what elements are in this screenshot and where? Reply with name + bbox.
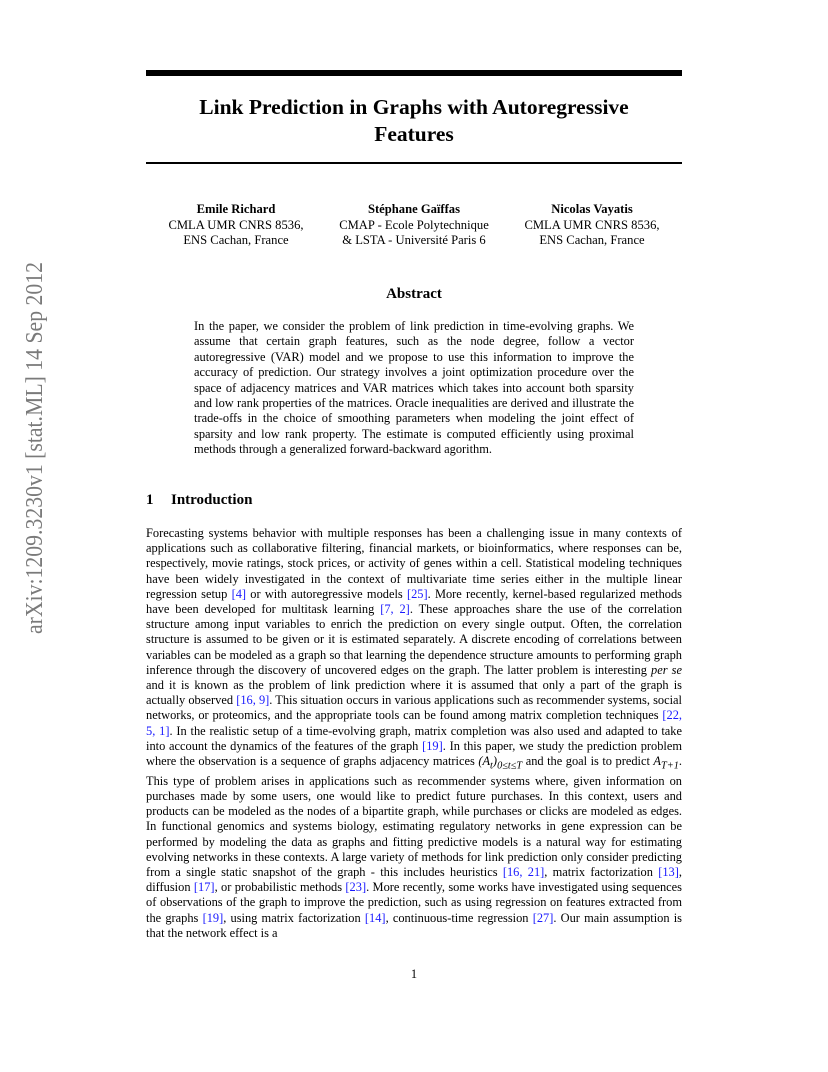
introduction-body (146, 526, 682, 941)
text-run: and the goal is to predict (522, 754, 654, 769)
title-line-2: Features (374, 122, 454, 146)
title-bottom-rule (146, 162, 682, 164)
text-run: Forecasting systems behavior with multiple responses has been a challenging issue in many contexts of applications such as collaborative filtering, financial markets, or bioinformatics, where responses can be, respectively, movie ratings, stock prices, or activity of genes within a cell. Statistical modeling techniques have been widely investigated in the context of multivariate time series either in the multiple linear regression setup (146, 526, 682, 601)
author-name: Emile Richard (196, 202, 276, 216)
math-part: (A (478, 754, 491, 769)
text-run: . This type of problem arises in applications such as recommender systems where, given information on purchases made by some users, one would like to predict future purchases. In this context, users and products can be modeled as the nodes of a bipartite graph, while purchases or clicks are modeled as edges. In functional genomics and systems biology, estimating regulatory networks in gene expression can be performed by modeling the data as graphs and fitting predictive models is a natural way for estimating evolving networks in these contexts. A large variety of methods for link prediction only consider predicting from a single static snapshot of the graph - this includes heuristics (146, 754, 682, 879)
abstract-heading: Abstract (386, 286, 442, 302)
text-run: , matrix factorization (544, 864, 659, 879)
author-affiliation: CMLA UMR CNRS 8536, (168, 217, 304, 232)
citation-link[interactable]: [4] (231, 586, 247, 601)
citation-link[interactable]: [13] (658, 864, 679, 879)
text-run: . Our main assumption is that the network effect is a (146, 910, 682, 940)
math-target (653, 754, 679, 772)
section-heading (146, 492, 252, 509)
author-affiliation: CMAP - Ecole Polytechnique (339, 217, 489, 232)
text-run: . In the realistic setup of a time-evolving graph, matrix completion was also used and adapted to take into account the dynamics of the features of the graph (146, 723, 682, 753)
author-affiliation: CMLA UMR CNRS 8536, (524, 217, 660, 232)
citation-link[interactable]: [27] (532, 910, 554, 925)
citation-link[interactable]: [16, 21] (502, 864, 545, 879)
citation-link[interactable]: [19] (422, 738, 443, 753)
math-subscript: 0≤t≤T (497, 760, 523, 772)
author-2 (326, 202, 502, 249)
text-run: and it is known as the problem of link prediction where it is assumed that only a part of the graph is actually observed (146, 678, 682, 708)
emphasis: per se (651, 662, 683, 677)
author-affiliation: & LSTA - Université Paris 6 (342, 233, 486, 247)
math-subscript: T+1 (661, 760, 679, 772)
paper-title (146, 94, 682, 148)
author-3 (502, 202, 682, 249)
math-subscript: t (490, 760, 493, 772)
text-run: or with autoregressive models (246, 586, 407, 601)
text-run: . In this paper, we study the prediction problem where the observation is a sequence of graphs adjacency matrices (146, 738, 683, 769)
citation-link[interactable]: [25] (406, 586, 428, 601)
author-name: Nicolas Vayatis (551, 202, 633, 216)
text-run: , diffusion (146, 864, 682, 895)
author-1 (146, 202, 326, 249)
title-top-rule (146, 70, 682, 76)
math-part: A (653, 754, 661, 769)
author-block (146, 202, 682, 252)
text-run: . These approaches share the use of the correlation structure among input variables to enrich the prediction on every single output. Often, the correlation structure is assumed to be given or it is estimated separately. A discrete encoding of correlations between variables can be modeled as a graph so that learning the dependence structure amounts to performing graph inference through the discovery of uncovered edges on the graph. The latter problem is interesting (146, 602, 683, 677)
math-part: ) (492, 754, 498, 769)
text-run: . This situation occurs in various applications such as recommender systems, social networks, or proteomics, and the appropriate tools can be found among matrix completion techniques (146, 693, 682, 723)
text-run: , continuous-time regression (385, 910, 533, 925)
author-affiliation: ENS Cachan, France (539, 233, 645, 247)
text-run: , or probabilistic methods (214, 880, 346, 895)
arxiv-stamp (18, 258, 48, 636)
citation-link[interactable]: [19] (202, 910, 224, 925)
abstract-text: In the paper, we consider the problem of link prediction in time-evolving graphs. We assume that certain graph features, such as the node degree, follow a vector autoregressive (VAR) model and we propose to use this information to improve the accuracy of prediction. Our strategy involves a joint optimization procedure over the space of adjacency matrices and VAR matrices which takes into account both sparsity and low rank properties of the matrices. Oracle inequalities are derived and illustrate the trade-offs in the choice of smoothing parameters when modeling the joint effect of sparsity and low rank property. The estimate is computed efficiently using proximal methods through a generalized forward-backward agorithm. (194, 319, 634, 457)
citation-link[interactable]: [14] (364, 910, 386, 925)
math-sequence (478, 754, 523, 772)
citation-link[interactable]: [7, 2] (380, 602, 410, 617)
arxiv-stamp-text: arXiv:1209.3230v1 [stat.ML] 14 Sep 2012 (21, 258, 48, 634)
section-number: 1 (146, 492, 154, 508)
text-run: . More recently, kernel-based regularized methods have been developed for multitask learning (146, 586, 682, 617)
citation-link[interactable]: [16, 9] (236, 693, 270, 708)
author-name: Stéphane Gaïffas (367, 202, 460, 216)
introduction-paragraph (146, 526, 682, 941)
section-title: Introduction (171, 492, 253, 508)
page-number: 1 (410, 967, 418, 981)
text-run: , using matrix factorization (223, 910, 365, 925)
title-line-1: Link Prediction in Graphs with Autoregressive (199, 95, 629, 119)
text-run: . More recently, some works have investigated using sequences of observations of the graph to improve the prediction, such as using regression on features extracted from the graphs (146, 880, 682, 925)
citation-link[interactable]: [22, 5, 1] (146, 708, 682, 738)
author-affiliation: ENS Cachan, France (183, 233, 289, 247)
citation-link[interactable]: [17] (193, 880, 215, 895)
abstract-body (194, 319, 634, 458)
citation-link[interactable]: [23] (345, 880, 367, 895)
